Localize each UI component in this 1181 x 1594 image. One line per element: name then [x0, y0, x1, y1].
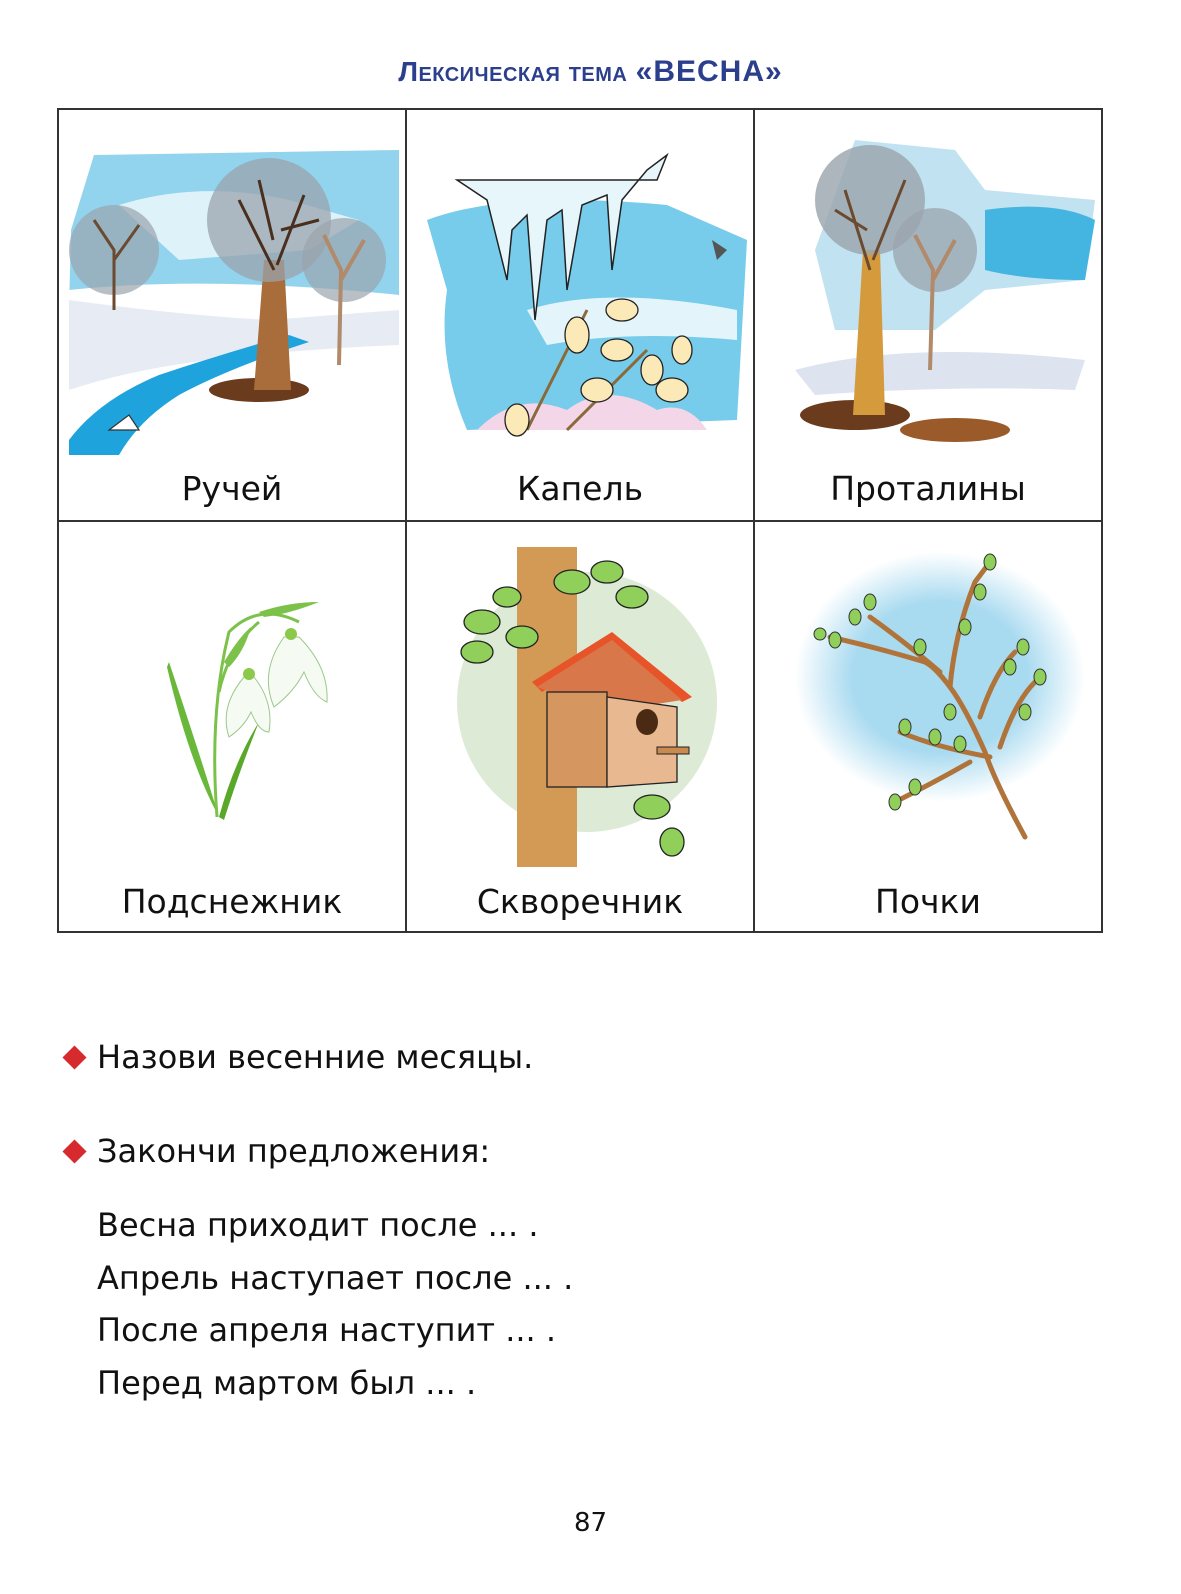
red-diamond-bullet-icon — [62, 1045, 86, 1069]
card-buds — [755, 522, 1101, 931]
icicles-willow-illustration — [407, 110, 753, 520]
task-text: Закончи предложения: — [97, 1132, 491, 1170]
sentence-list — [97, 1203, 573, 1413]
card-label: Почки — [875, 882, 981, 921]
page-title — [0, 55, 1181, 89]
card-label: Ручей — [181, 469, 283, 508]
picture-grid — [57, 108, 1103, 933]
card-stream — [59, 110, 407, 522]
card-snowdrop — [59, 522, 407, 931]
task-text: Назови весенние месяцы. — [97, 1038, 534, 1076]
sentence: Весна приходит после ... . — [97, 1206, 539, 1244]
card-icicles — [407, 110, 755, 522]
card-birdhouse — [407, 522, 755, 931]
card-thawed-patches — [755, 110, 1101, 522]
stream-landscape-illustration — [59, 110, 405, 520]
budding-branch-illustration — [755, 522, 1099, 929]
card-label: Проталины — [830, 469, 1026, 508]
sentence: Апрель наступает после ... . — [97, 1258, 574, 1297]
red-diamond-bullet-icon — [62, 1139, 86, 1163]
page-number: 87 — [573, 1508, 608, 1538]
snowdrop-flower-illustration — [59, 522, 405, 929]
task-item — [62, 1132, 490, 1170]
thawed-patches-trees-illustration — [755, 110, 1099, 520]
title-prefix: Лексическая тема — [398, 56, 636, 87]
sentence: После апреля наступит ... . — [97, 1311, 557, 1349]
card-label: Капель — [516, 469, 644, 508]
card-label: Подснежник — [121, 882, 343, 921]
task-item — [62, 1038, 533, 1076]
birdhouse-illustration — [407, 522, 753, 929]
title-topic: «ВЕСНА» — [635, 55, 783, 88]
card-label: Скворечник — [476, 882, 684, 921]
sentence: Перед мартом был ... . — [97, 1363, 477, 1402]
